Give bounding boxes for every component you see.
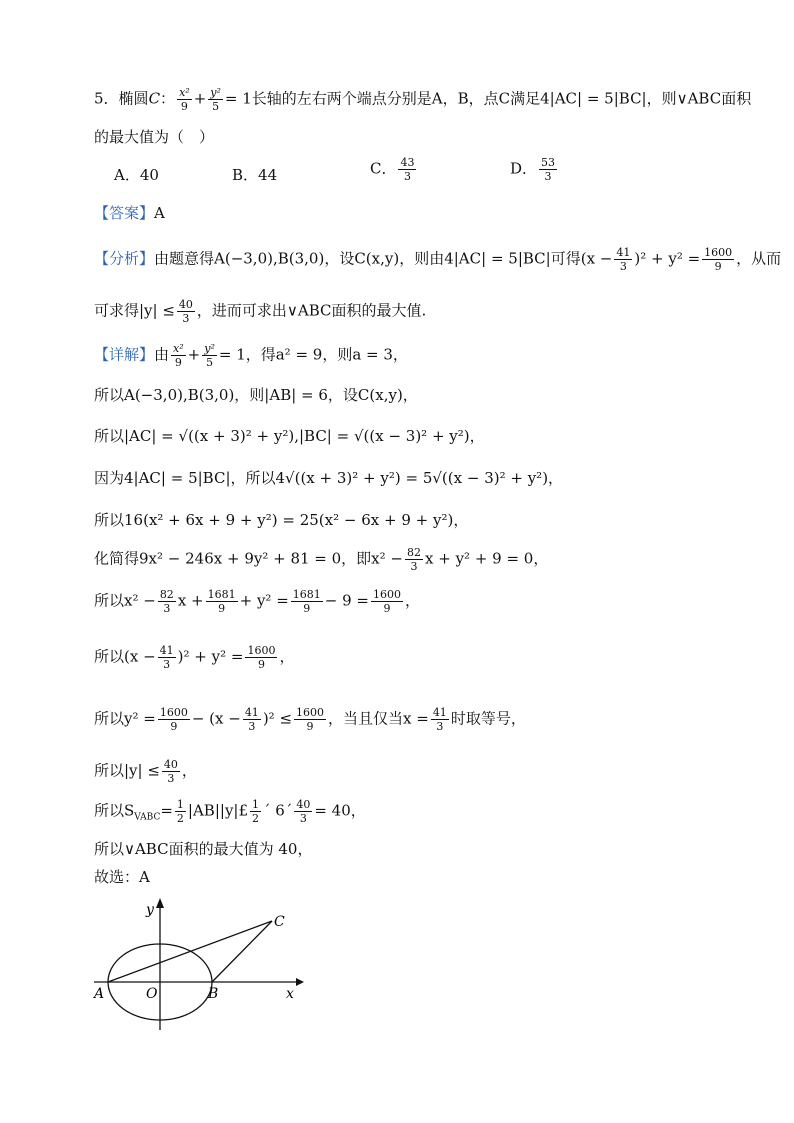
detail-line-2: 所以A(−3,0),B(3,0)，则|AB| = 6，设C(x,y)， [94,386,418,404]
fraction-numerator: 40 [178,298,193,311]
fraction-denominator: 3 [248,720,256,733]
detail-text: = 40， [314,801,366,820]
fraction [291,588,323,615]
analysis-text: 由题意得A(−3,0),B(3,0)，设C(x,y)，则由4|AC| = 5|BC|可得 [154,249,581,268]
fraction [162,758,180,785]
plus-sign: + [187,345,201,364]
detail-line-12: 所以∨ABC面积的最大值为 40， [94,840,313,858]
fraction-denominator: 3 [299,812,307,825]
fraction-numerator: 82 [159,588,174,601]
fraction-numerator: 1 [176,798,184,811]
detail-line-6 [94,546,548,573]
analysis-line-2 [94,298,426,325]
detail-text: x + y² + 9 = 0， [425,549,549,568]
fraction-numerator: 82 [407,546,421,559]
detail-text: = [160,801,173,820]
answer-tag: 【答案】 [94,204,155,222]
detail-text: ´ 6´ [263,801,293,820]
plus-sign: + [193,89,207,108]
ellipse-figure [88,896,308,1036]
option-d-fraction [539,156,557,183]
segment-bc [212,921,272,982]
detail-line-7 [94,588,420,615]
option-c-fraction [398,156,416,183]
fraction-numerator: 1681 [292,588,321,601]
fraction [158,588,176,615]
fraction-denominator: 2 [176,812,184,825]
fraction-denominator: 5 [206,356,214,369]
detail-text: 时取等号， [450,709,526,728]
detail-text: 由 [154,345,170,364]
y-axis-arrow [156,898,164,908]
detail-text: 所以y² = [94,709,156,728]
fraction-denominator: 3 [163,602,171,615]
fraction-x2-9 [177,86,192,113]
fraction [371,588,403,615]
detail-text: 所以x² − [94,591,156,610]
detail-line-11 [94,798,366,829]
fraction [202,342,217,369]
fraction-denominator: 9 [218,602,226,615]
fraction-numerator: 43 [400,156,415,169]
fraction-numerator: 1600 [373,588,401,601]
detail-line-9 [94,706,526,733]
fraction-numerator: x² [179,86,190,99]
detail-text: 所以|y| ≤ [94,761,160,780]
detail-line-10 [94,758,197,785]
detail-text: |AB||y|£ [187,801,249,820]
detail-text: 所以(x − [94,647,156,666]
detail-line-1 [94,342,408,369]
fraction-denominator: 9 [303,602,311,615]
fraction [206,588,238,615]
question-number: 5． [94,89,119,108]
detail-text: ， [279,647,295,666]
fraction [245,644,277,671]
fraction-numerator: 1600 [247,644,276,657]
fraction [175,798,186,825]
fraction-denominator: 9 [174,356,182,369]
fraction [294,706,326,733]
detail-text: ， [405,591,421,610]
fraction-numerator: 41 [616,246,631,259]
fraction-denominator: 3 [544,170,552,183]
fraction-numerator: x² [173,342,184,355]
analysis-tag: 【分析】 [94,249,155,268]
point-b-label: B [208,986,219,1002]
fraction-numerator: 1 [252,798,260,811]
option-d-label: D． [510,159,538,178]
fraction-denominator: 9 [170,720,178,733]
option-c [370,156,418,183]
detail-text: − (x − [191,709,241,728]
detail-line-13: 故选：A [94,868,150,886]
fraction-denominator: 3 [436,720,444,733]
fraction-numerator: 41 [159,644,174,657]
fraction-numerator: 1600 [296,706,325,719]
fraction-denominator: 3 [403,170,411,183]
analysis-line-1 [94,246,781,273]
fraction [158,706,190,733]
fraction-numerator: 41 [244,706,259,719]
option-d [510,156,559,183]
question-text: = 1长轴的左右两个端点分别是A，B，点C满足4|AC| = 5|BC|，则∨ABC面积 [224,89,752,108]
curve-name: C [148,89,161,108]
fraction-numerator: 1600 [159,706,188,719]
question-text: 椭圆 [118,89,149,108]
colon: ： [160,89,176,108]
fraction-denominator: 9 [257,658,265,671]
fraction [158,644,176,671]
fraction-numerator: 40 [296,798,311,811]
option-c-label: C． [370,159,397,178]
fraction-denominator: 9 [306,720,314,733]
analysis-text: ，进而可求出∨ABC面积的最大值. [196,301,427,320]
fraction-denominator: 3 [163,658,171,671]
answer-line [94,202,165,224]
point-c-label: C [274,914,285,930]
fraction-y2-5 [208,86,223,113]
answer-value: A [154,204,165,222]
analysis-fraction-40-3 [177,298,195,325]
y-axis-label: y [146,902,154,918]
fraction-denominator: 5 [212,100,220,113]
detail-line-3: 所以|AC| = √((x + 3)² + y²),|BC| = √((x − 3)² + y²)， [94,427,485,445]
point-a-label: A [94,986,105,1002]
fraction-denominator: 3 [410,560,418,573]
fraction-denominator: 9 [383,602,391,615]
analysis-fraction-41-3 [614,246,632,273]
origin-label: O [146,986,158,1002]
detail-text: ， [181,761,197,780]
fraction-numerator: 53 [541,156,556,169]
detail-line-4: 因为4|AC| = 5|BC|，所以4√((x + 3)² + y²) = 5√((x − 3)² + y²)， [94,469,564,487]
analysis-fraction-1600-9 [702,246,734,273]
detail-text: ，当且仅当x = [328,709,429,728]
fraction-numerator: 1681 [207,588,236,601]
fraction-numerator: 40 [163,758,178,771]
question-line-1 [94,86,751,113]
detail-text: )² + y² = [177,647,244,666]
fraction-numerator: 1600 [704,246,733,259]
fraction-denominator: 9 [714,260,722,273]
fraction [294,798,312,825]
fraction [243,706,261,733]
detail-text: − 9 = [324,591,369,610]
analysis-text: ，从而 [736,249,782,268]
fraction-denominator: 3 [619,260,627,273]
x-axis-label: x [286,986,294,1002]
detail-text: + y² = [239,591,289,610]
x-axis-arrow [296,978,304,986]
analysis-expr: )² + y² = [634,249,701,268]
fraction-numerator: 41 [432,706,447,719]
option-b: B．44 [232,166,278,184]
subscript: VABC [134,812,161,823]
analysis-text: 可求得|y| ≤ [94,301,175,320]
detail-text: 化简得9x² − 246x + 9y² + 81 = 0，即x² − [94,549,403,568]
detail-line-8 [94,644,294,671]
analysis-expr: (x − [580,249,613,268]
fraction [171,342,186,369]
fraction-denominator: 3 [182,312,190,325]
detail-line-5: 所以16(x² + 6x + 9 + y²) = 25(x² − 6x + 9 + y²)， [94,511,469,529]
segment-ac [108,921,272,982]
fraction-numerator: y² [204,342,215,355]
fraction [431,706,449,733]
question-line-2: 的最大值为（ ） [94,128,215,146]
fraction-denominator: 9 [180,100,188,113]
fraction [405,546,423,573]
detail-text: )² ≤ [262,709,293,728]
detail-text: x + [177,591,204,610]
detail-tag: 【详解】 [94,345,155,364]
detail-text: 所以S [94,801,135,820]
option-a: A．40 [114,166,159,184]
detail-text: = 1，得a² = 9，则a = 3， [218,345,408,364]
fraction [250,798,261,825]
fraction-denominator: 2 [252,812,260,825]
fraction-denominator: 3 [167,772,175,785]
fraction-numerator: y² [210,86,221,99]
